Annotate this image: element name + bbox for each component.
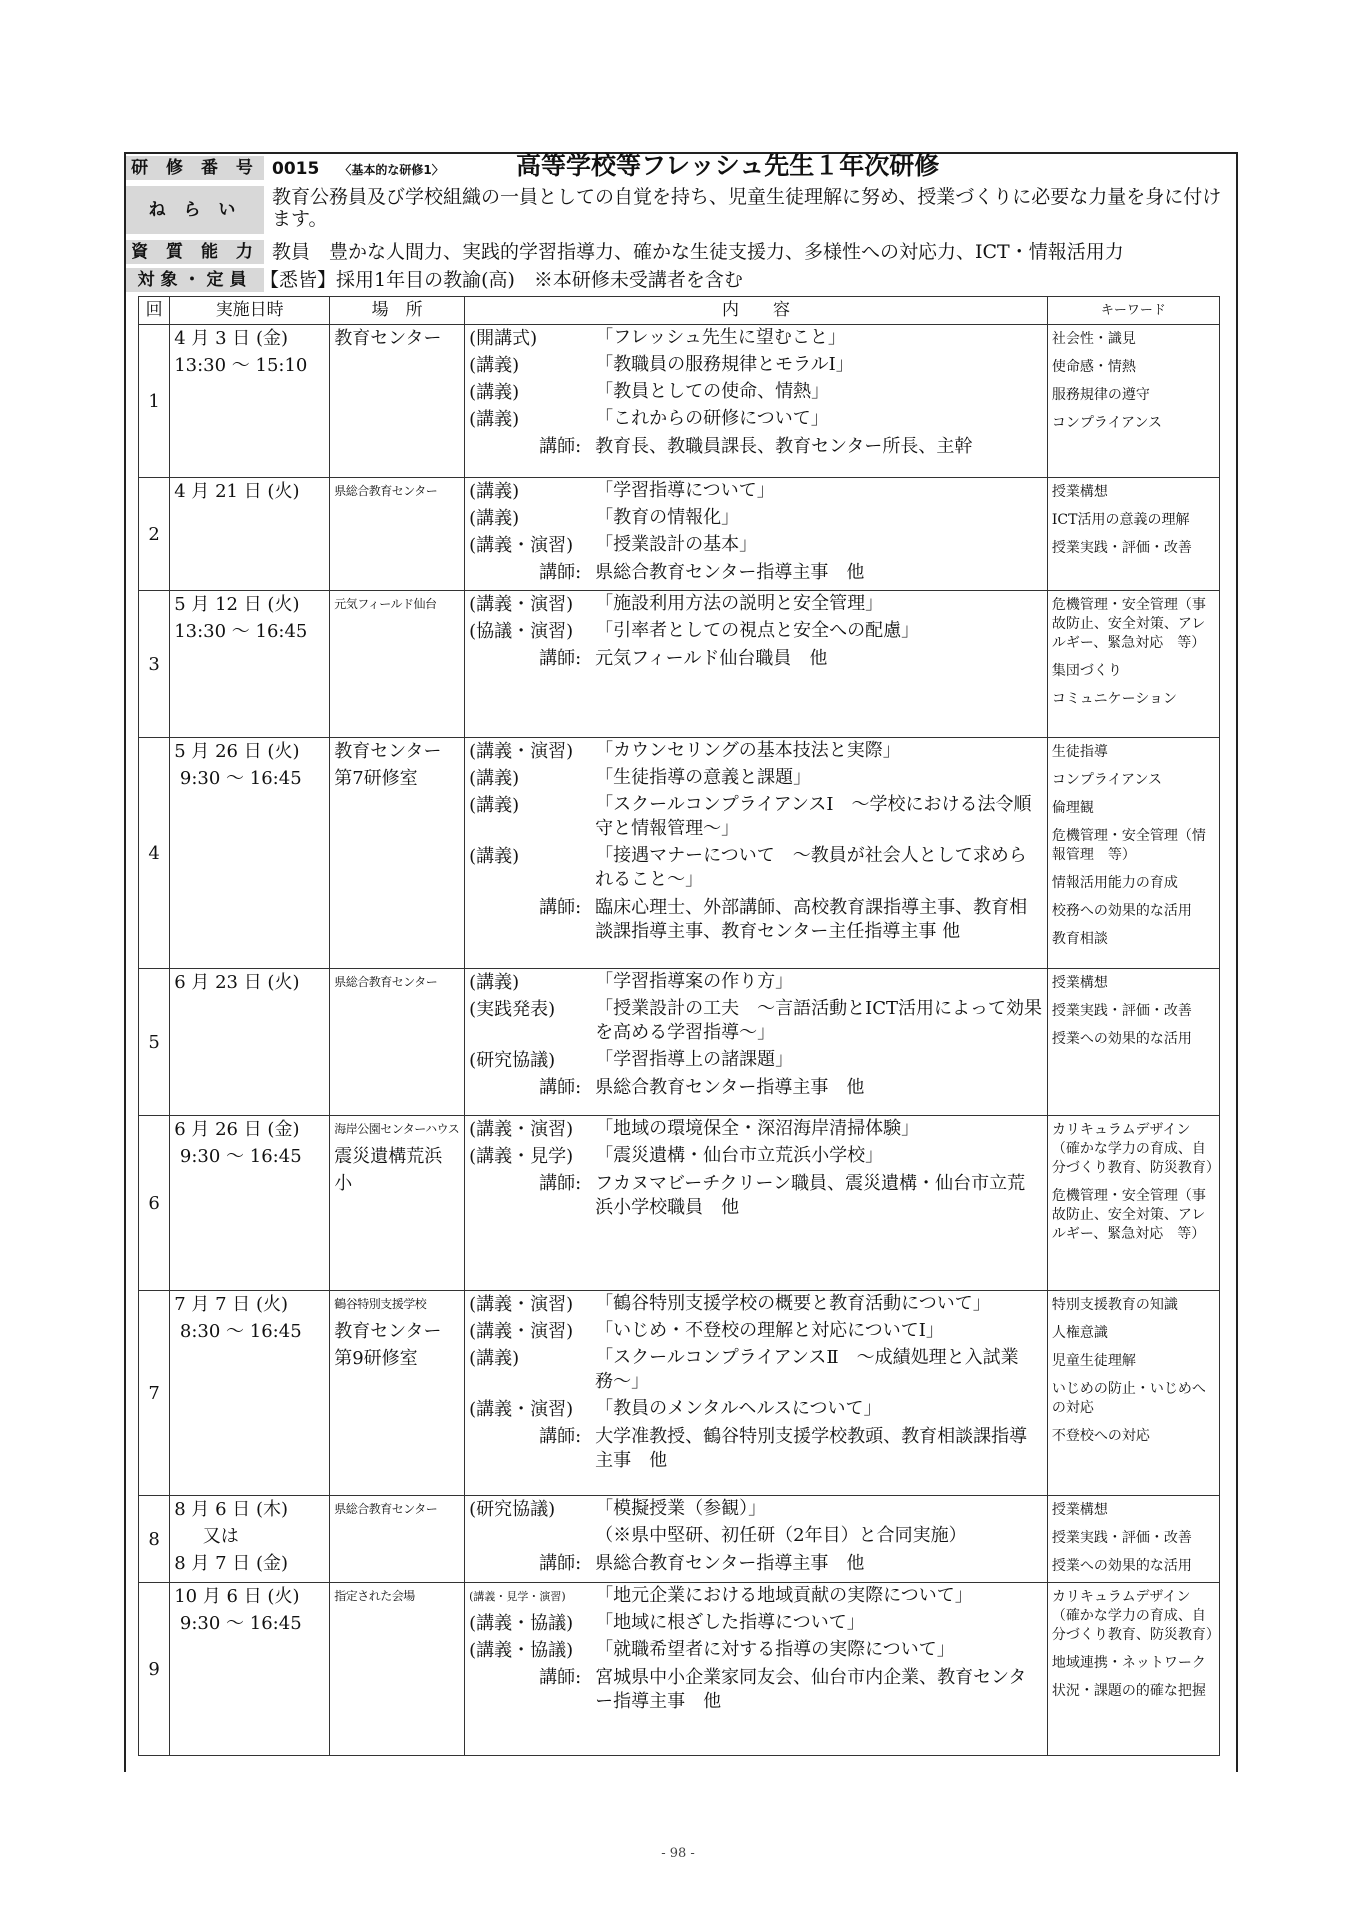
session-number: 2 [139, 478, 170, 591]
course-note: 〈基本的な研修1〉 [339, 163, 444, 177]
content-type: (研究協議) [469, 1499, 556, 1520]
content-title: 「模擬授業（参観）」 [595, 1498, 767, 1519]
keyword-item: 授業構想 [1051, 1502, 1108, 1518]
session-keywords [1047, 591, 1219, 738]
col-keyword: キーワード [1047, 297, 1219, 325]
content-item [469, 618, 1043, 645]
session-keywords [1047, 969, 1219, 1116]
content-type: (講義) [469, 846, 520, 867]
content-type: (講義) [469, 481, 520, 502]
session-number: 9 [139, 1583, 170, 1756]
lecturer-label: 講師: [539, 648, 582, 669]
keyword-item: 授業構想 [1051, 484, 1108, 500]
keyword-item: カリキュラムデザイン（確かな学力の育成、自分づくり教育、防災教育） [1051, 1122, 1220, 1176]
place-line: 教育センター [334, 741, 442, 762]
session-place [330, 1496, 465, 1583]
session-keywords [1047, 1291, 1219, 1496]
place-line: 元気フィールド仙台 [334, 597, 437, 611]
lecturer-line [469, 1423, 1043, 1475]
session-place [330, 591, 465, 738]
keyword-item: 人権意識 [1051, 1325, 1108, 1341]
table-row [139, 1291, 1220, 1496]
lecturer-label: 講師: [539, 436, 582, 457]
content-type: (講義・協議) [469, 1640, 574, 1661]
session-number: 5 [139, 969, 170, 1116]
lecturer-line [469, 645, 1043, 673]
table-row [139, 969, 1220, 1116]
content-item [469, 325, 1043, 352]
content-item [469, 505, 1043, 532]
keyword-item: コンプライアンス [1051, 415, 1163, 431]
session-content [465, 1291, 1048, 1496]
content-type: (講義・見学・演習) [469, 1590, 566, 1603]
content-item [469, 406, 1043, 433]
session-number: 6 [139, 1116, 170, 1291]
lecturer-label: 講師: [539, 1077, 582, 1098]
lecturer-label: 講師: [539, 1667, 582, 1688]
content-title: 「教員としての使命、情熱」 [595, 381, 830, 402]
content-title: 「教職員の服務規律とモラルⅠ」 [595, 354, 854, 375]
lecturer-line [469, 559, 1043, 587]
keyword-item: 使命感・情熱 [1051, 359, 1136, 375]
content-item [469, 1345, 1043, 1396]
content-type: (講義・演習) [469, 741, 574, 762]
lecturer-label: 講師: [539, 1553, 582, 1574]
content-item [469, 996, 1043, 1047]
code-row [126, 151, 1236, 182]
lecturer-label: 講師: [539, 562, 582, 583]
session-keywords [1047, 325, 1219, 478]
session-place [330, 969, 465, 1116]
content-type: (協議・演習) [469, 621, 574, 642]
content-title: 「学習指導について」 [595, 480, 775, 501]
table-header-row [139, 297, 1220, 325]
content-item [469, 478, 1043, 505]
session-date: 10 月 6 日 (火) 9:30 〜 16:45 [170, 1583, 330, 1756]
ability-text: 教員 豊かな人間力、実践的学習指導力、確かな生徒支援力、多様性への対応力、ICT・情報活用力 [272, 241, 1124, 263]
content-item [469, 1291, 1043, 1318]
keyword-item: 授業への効果的な活用 [1051, 1558, 1192, 1574]
keyword-item: 授業構想 [1051, 975, 1108, 991]
table-row [139, 1583, 1220, 1756]
content-title: 「生徒指導の意義と課題」 [595, 767, 812, 788]
lecturer-line [469, 1664, 1043, 1716]
keyword-item: 授業実践・評価・改善 [1051, 1530, 1192, 1546]
session-place [330, 1583, 465, 1756]
content-type: (講義) [469, 795, 520, 816]
content-item [469, 765, 1043, 792]
session-number: 3 [139, 591, 170, 738]
keyword-item: 授業実践・評価・改善 [1051, 1003, 1192, 1019]
keyword-item: 授業への効果的な活用 [1051, 1031, 1192, 1047]
keyword-item: コミュニケーション [1051, 691, 1178, 707]
content-item [469, 1318, 1043, 1345]
lecturer-line [469, 894, 1043, 946]
keyword-item: 地域連携・ネットワーク [1051, 1655, 1206, 1671]
content-type: (実践発表) [469, 999, 556, 1020]
keyword-item: コンプライアンス [1051, 772, 1163, 788]
aim-label: ね ら い [126, 186, 264, 234]
session-date: 5 月 12 日 (火) 13:30 〜 16:45 [170, 591, 330, 738]
lecturer-names: 県総合教育センター指導主事 他 [595, 562, 865, 583]
session-place [330, 325, 465, 478]
content-item [469, 379, 1043, 406]
content-type: (開講式) [469, 328, 538, 349]
aim-row [126, 186, 1236, 234]
content-type: (講義・協議) [469, 1613, 574, 1634]
content-type: (講義・演習) [469, 535, 574, 556]
session-content [465, 325, 1048, 478]
keyword-item: カリキュラムデザイン（確かな学力の育成、自分づくり教育、防災教育） [1051, 1589, 1220, 1643]
session-keywords [1047, 1496, 1219, 1583]
keyword-item: 集団づくり [1051, 663, 1122, 679]
content-type [469, 1523, 595, 1550]
lecturer-names: 大学准教授、鶴谷特別支援学校教頭、教育相談課指導主事 他 [595, 1426, 1028, 1471]
session-content [465, 1116, 1048, 1291]
content-item [469, 1610, 1043, 1637]
content-type: (講義) [469, 355, 520, 376]
content-item [469, 843, 1043, 894]
content-item [469, 1637, 1043, 1664]
keyword-item: 危機管理・安全管理（事故防止、安全対策、アレルギー、緊急対応 等） [1051, 597, 1206, 651]
content-title: 「震災遺構・仙台市立荒浜小学校」 [595, 1145, 884, 1166]
keyword-item: 情報活用能力の育成 [1051, 875, 1178, 891]
content-type: (講義) [469, 508, 520, 529]
content-title: 「教員のメンタルヘルスについて」 [595, 1398, 882, 1419]
place-line: 第7研修室 [334, 768, 418, 789]
session-date: 7 月 7 日 (火) 8:30 〜 16:45 [170, 1291, 330, 1496]
place-line: 県総合教育センター [334, 484, 438, 498]
content-title: 「授業設計の基本」 [595, 534, 758, 555]
content-item [469, 969, 1043, 996]
keyword-item: 危機管理・安全管理（情報管理 等） [1051, 828, 1206, 863]
session-date: 6 月 23 日 (火) [170, 969, 330, 1116]
lecturer-line [469, 433, 1043, 461]
content-title: 「授業設計の工夫 〜言語活動とICT活用によって効果を高める学習指導〜」 [595, 998, 1043, 1043]
content-title: 「これからの研修について」 [595, 408, 829, 429]
lecturer-names: 宮城県中小企業家同友会、仙台市内企業、教育センター指導主事 他 [595, 1667, 1027, 1712]
place-line: 教育センター [334, 328, 442, 349]
content-title: 「地域に根ざした指導について」 [595, 1612, 865, 1633]
session-number: 4 [139, 738, 170, 969]
keyword-item: 危機管理・安全管理（事故防止、安全対策、アレルギー、緊急対応 等） [1051, 1188, 1206, 1242]
content-title: 「教育の情報化」 [595, 507, 740, 528]
session-date: 4 月 21 日 (火) [170, 478, 330, 591]
keyword-item: 生徒指導 [1051, 744, 1108, 760]
place-line: 指定された会場 [334, 1589, 415, 1603]
session-number: 8 [139, 1496, 170, 1583]
keyword-item: 倫理観 [1051, 800, 1094, 816]
session-date: 6 月 26 日 (金) 9:30 〜 16:45 [170, 1116, 330, 1291]
table-row [139, 738, 1220, 969]
table-row [139, 325, 1220, 478]
content-title: 「スクールコンプライアンスⅡ 〜成績処理と入試業務〜」 [595, 1347, 1019, 1392]
lecturer-names: 元気フィールド仙台職員 他 [595, 648, 828, 669]
lecturer-names: 教育長、教職員課長、教育センター所長、主幹 [595, 436, 973, 457]
course-code: 0015 [272, 159, 320, 179]
session-keywords [1047, 738, 1219, 969]
keyword-item: 教育相談 [1051, 931, 1108, 947]
table-row [139, 591, 1220, 738]
target-row [126, 268, 1236, 294]
content-type: (講義) [469, 409, 520, 430]
content-item [469, 1496, 1043, 1523]
content-title: 「カウンセリングの基本技法と実際」 [595, 740, 901, 761]
session-keywords [1047, 1583, 1219, 1756]
lecturer-line [469, 1074, 1043, 1102]
col-date: 実施日時 [170, 297, 330, 325]
content-type: (研究協議) [469, 1050, 556, 1071]
lecturer-label: 講師: [539, 1426, 582, 1447]
content-type: (講義) [469, 382, 520, 403]
session-date: 5 月 26 日 (火) 9:30 〜 16:45 [170, 738, 330, 969]
table-row [139, 1116, 1220, 1291]
content-title: 「学習指導上の諸課題」 [595, 1049, 794, 1070]
session-number: 1 [139, 325, 170, 478]
content-title: 「就職希望者に対する指導の実際について」 [595, 1639, 955, 1660]
content-type: (講義・演習) [469, 1294, 574, 1315]
content-type: (講義・演習) [469, 1321, 574, 1342]
target-label: 対象・定員 [126, 268, 264, 292]
page-number: - 98 - [661, 1846, 695, 1861]
keyword-item: 校務への効果的な活用 [1051, 903, 1192, 919]
keyword-item: 授業実践・評価・改善 [1051, 540, 1192, 556]
content-title: 「地域の環境保全・深沼海岸清掃体験」 [595, 1118, 920, 1139]
content-item [469, 792, 1043, 843]
content-title: 「施設利用方法の説明と安全管理」 [595, 593, 884, 614]
content-item [469, 352, 1043, 379]
target-text: 【悉皆】採用1年目の教諭(高) ※本研修未受講者を含む [260, 269, 743, 291]
content-title: 「フレッシュ先生に望むこと」 [595, 327, 846, 348]
table-row [139, 1496, 1220, 1583]
session-keywords [1047, 1116, 1219, 1291]
session-content [465, 1583, 1048, 1756]
content-item [469, 1583, 1043, 1610]
lecturer-names: 臨床心理士、外部講師、高校教育課指導主事、教育相談課指導主事、教育センター主任指導主事 他 [595, 897, 1028, 942]
lecturer-names: 県総合教育センター指導主事 他 [595, 1077, 865, 1098]
content-title: 「引率者としての視点と安全への配慮」 [595, 620, 920, 641]
content-type: (講義) [469, 972, 520, 993]
lecturer-label: 講師: [539, 1173, 582, 1194]
content-item [469, 738, 1043, 765]
content-item [469, 1523, 1043, 1550]
content-type: (講義) [469, 768, 520, 789]
keyword-item: ICT活用の意義の理解 [1051, 512, 1190, 528]
place-line: 県総合教育センター [334, 975, 438, 989]
content-title: 「地元企業における地域貢献の実際について」 [595, 1585, 973, 1606]
keyword-item: 児童生徒理解 [1051, 1353, 1136, 1369]
lecturer-names: 県総合教育センター指導主事 他 [595, 1553, 865, 1574]
lecturer-line [469, 1170, 1043, 1222]
keyword-item: 状況・課題の的確な把握 [1051, 1683, 1206, 1699]
content-type: (講義・演習) [469, 1119, 574, 1140]
schedule-table [138, 296, 1220, 1756]
col-place: 場 所 [330, 297, 465, 325]
code-label: 研 修 番 号 [126, 156, 264, 180]
session-number: 7 [139, 1291, 170, 1496]
col-no: 回 [139, 297, 170, 325]
keyword-item: いじめの防止・いじめへの対応 [1051, 1381, 1206, 1416]
content-title: 「接遇マナーについて 〜教員が社会人として求められること〜」 [595, 845, 1027, 890]
content-title: （※県中堅研、初任研（2年目）と合同実施） [595, 1525, 967, 1546]
session-date: 4 月 3 日 (金) 13:30 〜 15:10 [170, 325, 330, 478]
content-type: (講義) [469, 1348, 520, 1369]
content-item [469, 1047, 1043, 1074]
place-line: 教育センター [334, 1321, 442, 1342]
aim-text: 教育公務員及び学校組織の一員としての自覚を持ち、児童生徒理解に努め、授業づくりに必要な力量を身に付けます。 [272, 186, 1222, 230]
ability-row [126, 240, 1236, 266]
session-place [330, 738, 465, 969]
session-place [330, 1116, 465, 1291]
keyword-item: 社会性・識見 [1051, 331, 1136, 347]
place-line: 海岸公園センターハウス [334, 1122, 460, 1136]
table-row [139, 478, 1220, 591]
ability-label: 資 質 能 力 [126, 240, 264, 264]
place-line: 第9研修室 [334, 1348, 418, 1369]
session-content [465, 1496, 1048, 1583]
content-title: 「鶴谷特別支援学校の概要と教育活動について」 [595, 1293, 991, 1314]
keyword-item: 特別支援教育の知識 [1051, 1297, 1178, 1313]
content-title: 「いじめ・不登校の理解と対応についてⅠ」 [595, 1320, 944, 1341]
keyword-item: 服務規律の遵守 [1051, 387, 1150, 403]
place-line: 鶴谷特別支援学校 [334, 1297, 427, 1311]
content-item [469, 1396, 1043, 1423]
content-item [469, 1143, 1043, 1170]
keyword-item: 不登校への対応 [1051, 1428, 1150, 1444]
content-type: (講義・演習) [469, 1399, 574, 1420]
session-content [465, 738, 1048, 969]
lecturer-label: 講師: [539, 897, 582, 918]
session-content [465, 969, 1048, 1116]
content-type: (講義・演習) [469, 594, 574, 615]
place-line: 県総合教育センター [334, 1502, 438, 1516]
lecturer-names: フカヌマビーチクリーン職員、震災遺構・仙台市立荒浜小学校職員 他 [595, 1173, 1026, 1218]
content-title: 「スクールコンプライアンスⅠ 〜学校における法令順守と情報管理〜」 [595, 794, 1032, 839]
session-place [330, 478, 465, 591]
content-item [469, 591, 1043, 618]
content-type: (講義・見学) [469, 1146, 574, 1167]
session-date: 8 月 6 日 (木) 又は 8 月 7 日 (金) [170, 1496, 330, 1583]
session-content [465, 591, 1048, 738]
content-item [469, 1116, 1043, 1143]
lecturer-line [469, 1550, 1043, 1578]
session-place [330, 1291, 465, 1496]
col-content: 内 容 [465, 297, 1048, 325]
session-content [465, 478, 1048, 591]
content-item [469, 532, 1043, 559]
content-title: 「学習指導案の作り方」 [595, 971, 794, 992]
place-line: 震災遺構荒浜小 [334, 1146, 443, 1194]
page-title: 高等学校等フレッシュ先生１年次研修 [516, 151, 940, 180]
session-keywords [1047, 478, 1219, 591]
